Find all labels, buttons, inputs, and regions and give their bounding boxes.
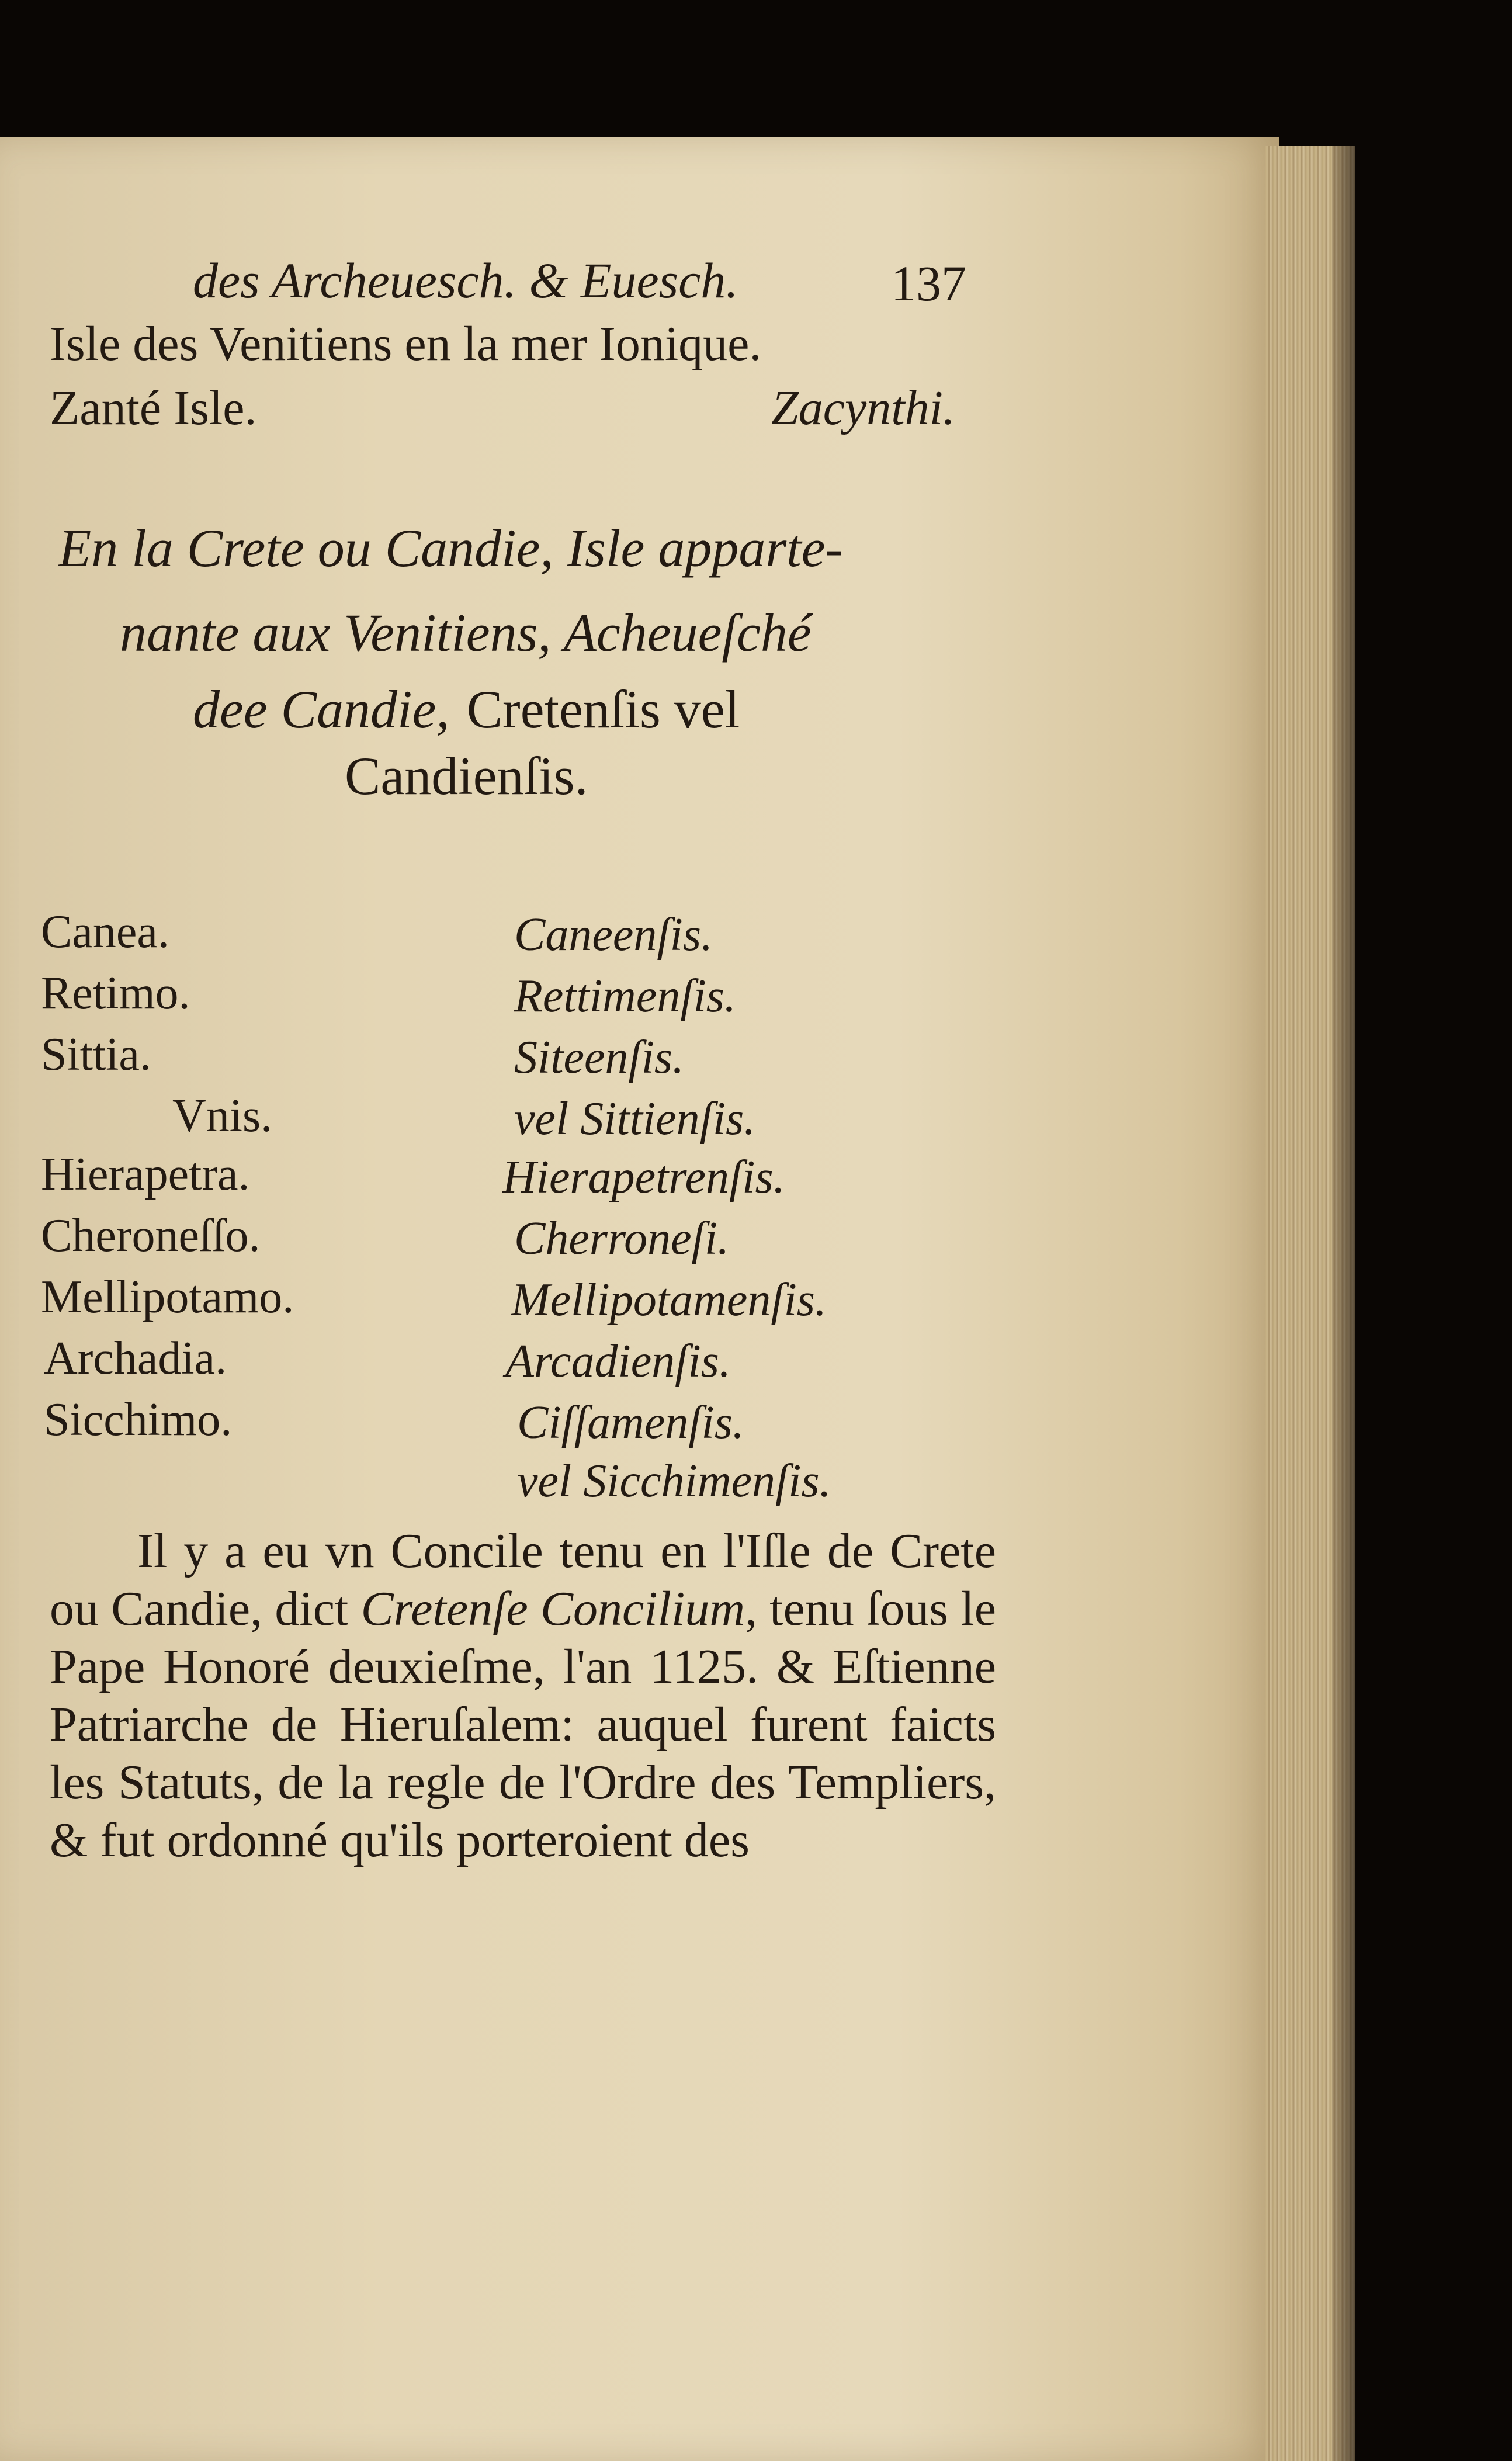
running-title: des Archeuesch. & Euesch.: [193, 252, 738, 309]
see-latin: Ciſſamenſis.: [517, 1397, 744, 1448]
see-name: Cheroneſſo.: [41, 1210, 261, 1261]
zante-latin: Zacynthi.: [771, 381, 955, 435]
see-name: Retimo.: [41, 968, 190, 1019]
see-name: Mellipotamo.: [41, 1271, 294, 1323]
see-latin: vel Sittienſis.: [514, 1093, 756, 1145]
see-latin: Arcadienſis.: [505, 1336, 731, 1387]
paragraph-italic: Cretenſe Concilium: [360, 1582, 745, 1636]
see-latin: Caneenſis.: [514, 909, 713, 961]
see-name: Vnis.: [172, 1090, 273, 1142]
see-latin: Rettimenſis.: [514, 970, 736, 1022]
section-title-line2: nante aux Venitiens, Acheueſché: [120, 603, 812, 663]
intro-line: Isle des Venitiens en la mer Ionique.: [50, 317, 762, 371]
section-title-line3: [193, 678, 740, 740]
see-latin: Hierapetrenſis.: [502, 1152, 785, 1203]
see-name: Canea.: [41, 906, 169, 958]
see-latin: Siteenſis.: [514, 1032, 685, 1083]
see-latin: Mellipotamenſis.: [511, 1274, 827, 1326]
see-name: Sittia.: [41, 1029, 151, 1080]
section-title-line3-italic: dee Candie,: [193, 680, 450, 739]
section-title-line1: En la Crete ou Candie, Isle apparte-: [58, 518, 844, 578]
see-latin: Cherroneſi.: [514, 1213, 730, 1264]
section-title-line3-roman: Cretenſis vel: [466, 680, 740, 739]
see-name: Hierapetra.: [41, 1149, 250, 1200]
section-title-line4: Candienſis.: [345, 746, 588, 806]
paragraph-text: , tenu ſous le Pape Honoré deuxieſme, l'an 1125. & Eſtienne Patriarche de Hieruſalem: auquel furent faicts les Statuts, de la regle de l'Ordre des Templiers, & fut ordonné qu'ils porteroient des: [50, 1582, 996, 1867]
body-paragraph: [50, 1522, 996, 1869]
page-number: 137: [891, 255, 966, 311]
see-name: Archadia.: [44, 1333, 227, 1384]
page-edges: [1265, 146, 1355, 2461]
see-name: Sicchimo.: [44, 1394, 233, 1446]
zante-entry: Zanté Isle.: [50, 381, 257, 435]
see-latin: vel Sicchimenſis.: [517, 1455, 831, 1507]
paragraph-text: Il y a eu vn Concile tenu en l'Iſle de Crete ou Candie, dict: [50, 1524, 996, 1636]
